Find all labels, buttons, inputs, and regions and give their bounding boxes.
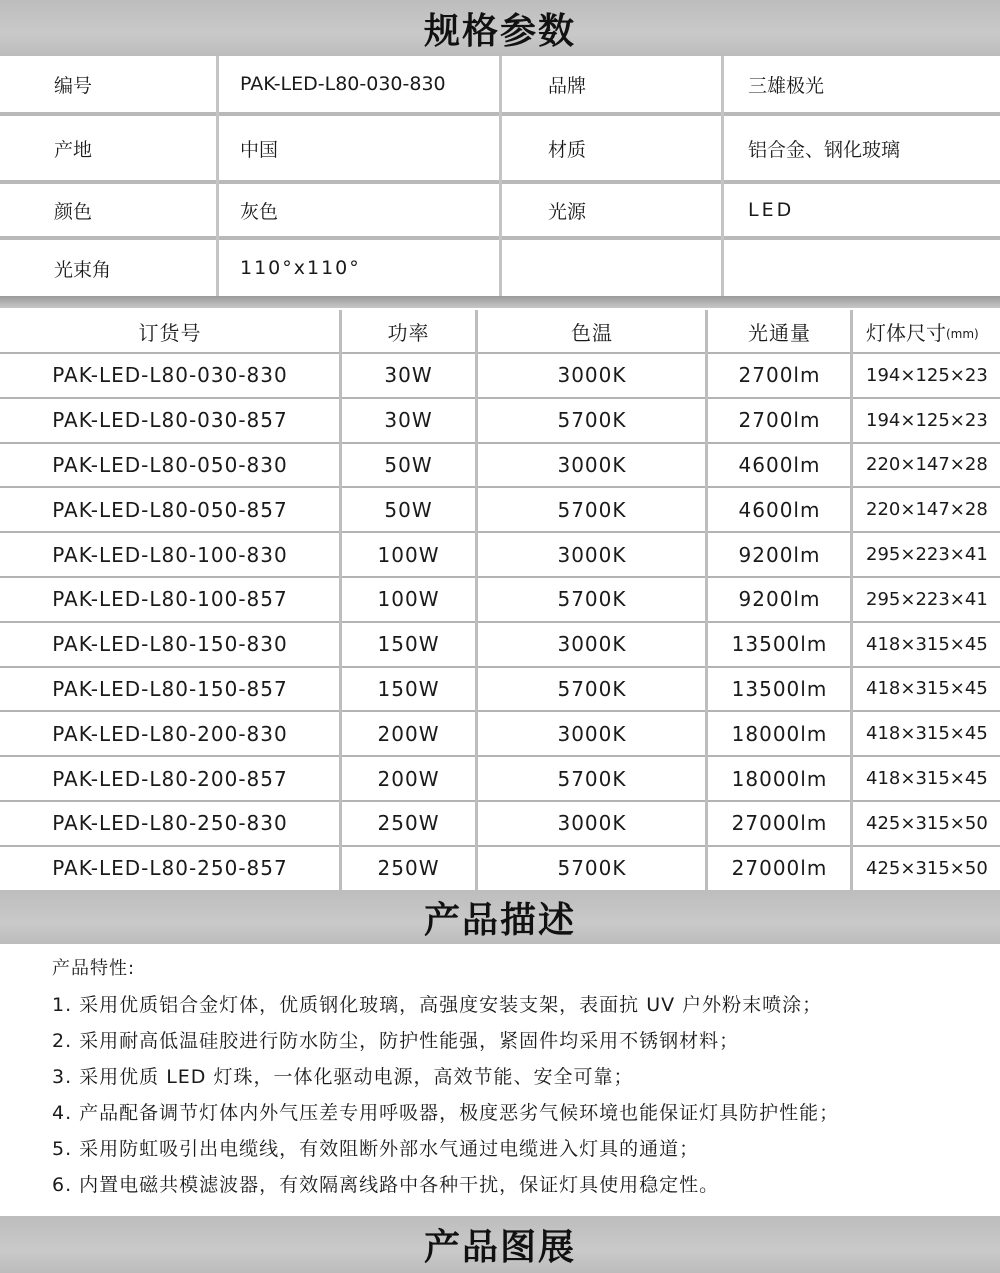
power-cell: 250W bbox=[377, 856, 440, 881]
lumen-cell: 4600lm bbox=[738, 497, 821, 522]
power-cell: 200W bbox=[377, 766, 440, 791]
column-divider bbox=[216, 56, 219, 296]
column-divider bbox=[705, 310, 708, 890]
power-cell: 30W bbox=[384, 363, 433, 388]
size-cell: 295×223×41 bbox=[866, 588, 988, 610]
order-no-cell: PAK-LED-L80-100-830 bbox=[52, 542, 288, 567]
power-cell: 50W bbox=[384, 452, 433, 477]
desc-item: 6. 内置电磁共模滤波器，有效隔离线路中各种干扰，保证灯具使用稳定性。 bbox=[52, 1174, 720, 1196]
color-temp-cell: 3000K bbox=[557, 721, 627, 746]
color-temp-cell: 5700K bbox=[557, 497, 627, 522]
size-cell: 220×147×28 bbox=[866, 499, 988, 521]
size-cell: 194×125×23 bbox=[866, 409, 988, 431]
lumen-cell: 4600lm bbox=[738, 452, 821, 477]
spec-value: 中国 bbox=[240, 138, 279, 161]
header-size-unit: (mm) bbox=[946, 327, 979, 341]
color-temp-cell: 3000K bbox=[557, 363, 627, 388]
header-lumen: 光通量 bbox=[748, 320, 811, 345]
column-divider bbox=[850, 310, 853, 890]
spec-value: 灰色 bbox=[240, 200, 279, 223]
size-cell: 418×315×45 bbox=[866, 633, 988, 655]
spec-label: 品牌 bbox=[548, 74, 587, 97]
size-cell: 418×315×45 bbox=[866, 768, 988, 790]
color-temp-cell: 5700K bbox=[557, 676, 627, 701]
order-no-cell: PAK-LED-L80-050-830 bbox=[52, 452, 288, 477]
lumen-cell: 18000lm bbox=[731, 766, 828, 791]
column-divider bbox=[339, 310, 342, 890]
spec-table bbox=[0, 56, 1000, 298]
power-cell: 50W bbox=[384, 497, 433, 522]
column-divider bbox=[721, 56, 724, 296]
spec-label: 产地 bbox=[54, 138, 93, 161]
color-temp-cell: 3000K bbox=[557, 542, 627, 567]
size-cell: 425×315×50 bbox=[866, 857, 988, 879]
order-no-cell: PAK-LED-L80-250-857 bbox=[52, 856, 288, 881]
header-size-label: 灯体尺寸 bbox=[866, 320, 946, 345]
order-no-cell: PAK-LED-L80-150-857 bbox=[52, 676, 288, 701]
spec-label: 颜色 bbox=[54, 200, 93, 223]
color-temp-cell: 3000K bbox=[557, 632, 627, 657]
power-cell: 100W bbox=[377, 587, 440, 612]
lumen-cell: 2700lm bbox=[738, 408, 821, 433]
column-divider bbox=[475, 310, 478, 890]
lumen-cell: 2700lm bbox=[738, 363, 821, 388]
desc-heading: 产品特性: bbox=[52, 958, 136, 979]
power-cell: 30W bbox=[384, 408, 433, 433]
spec-value: LED bbox=[748, 199, 795, 221]
size-cell: 418×315×45 bbox=[866, 678, 988, 700]
spec-value: 铝合金、钢化玻璃 bbox=[748, 138, 901, 161]
header-order-no: 订货号 bbox=[138, 320, 202, 345]
header-color-temp: 色温 bbox=[571, 320, 613, 345]
product-table bbox=[0, 310, 1000, 890]
lumen-cell: 18000lm bbox=[731, 721, 828, 746]
desc-section-title: 产品描述 bbox=[0, 890, 1000, 944]
order-no-cell: PAK-LED-L80-030-830 bbox=[52, 363, 288, 388]
spec-label: 光源 bbox=[548, 200, 587, 223]
spec-value: 三雄极光 bbox=[748, 74, 825, 97]
color-temp-cell: 5700K bbox=[557, 856, 627, 881]
size-cell: 425×315×50 bbox=[866, 812, 988, 834]
header-size bbox=[852, 310, 1000, 352]
power-cell: 150W bbox=[377, 676, 440, 701]
order-no-cell: PAK-LED-L80-250-830 bbox=[52, 811, 288, 836]
order-no-cell: PAK-LED-L80-050-857 bbox=[52, 497, 288, 522]
table-separator bbox=[0, 296, 1000, 308]
color-temp-cell: 5700K bbox=[557, 408, 627, 433]
order-no-cell: PAK-LED-L80-030-857 bbox=[52, 408, 288, 433]
spec-value: 110°x110° bbox=[240, 257, 361, 279]
order-no-cell: PAK-LED-L80-200-857 bbox=[52, 766, 288, 791]
column-divider bbox=[499, 56, 502, 296]
spec-label: 光束角 bbox=[54, 258, 112, 281]
size-cell: 295×223×41 bbox=[866, 544, 988, 566]
spec-section-title: 规格参数 bbox=[0, 0, 1000, 56]
header-power: 功率 bbox=[387, 320, 430, 345]
lumen-cell: 27000lm bbox=[731, 856, 828, 881]
power-cell: 250W bbox=[377, 811, 440, 836]
gallery-section-title: 产品图展 bbox=[0, 1216, 1000, 1273]
color-temp-cell: 5700K bbox=[557, 587, 627, 612]
lumen-cell: 13500lm bbox=[731, 632, 828, 657]
size-cell: 418×315×45 bbox=[866, 723, 988, 745]
desc-item: 4. 产品配备调节灯体内外气压差专用呼吸器，极度恶劣气候环境也能保证灯具防护性能； bbox=[52, 1102, 840, 1124]
desc-item: 2. 采用耐高低温硅胶进行防水防尘，防护性能强，紧固件均采用不锈钢材料； bbox=[52, 1030, 740, 1052]
lumen-cell: 13500lm bbox=[731, 676, 828, 701]
color-temp-cell: 3000K bbox=[557, 452, 627, 477]
power-cell: 200W bbox=[377, 721, 440, 746]
size-cell: 220×147×28 bbox=[866, 454, 988, 476]
spec-label: 材质 bbox=[548, 138, 587, 161]
lumen-cell: 9200lm bbox=[738, 587, 821, 612]
power-cell: 100W bbox=[377, 542, 440, 567]
color-temp-cell: 5700K bbox=[557, 766, 627, 791]
order-no-cell: PAK-LED-L80-200-830 bbox=[52, 721, 288, 746]
desc-item: 1. 采用优质铝合金灯体，优质钢化玻璃，高强度安装支架，表面抗 UV 户外粉末喷涂； bbox=[52, 994, 823, 1016]
order-no-cell: PAK-LED-L80-100-857 bbox=[52, 587, 288, 612]
lumen-cell: 9200lm bbox=[738, 542, 821, 567]
color-temp-cell: 3000K bbox=[557, 811, 627, 836]
spec-value: PAK-LED-L80-030-830 bbox=[240, 73, 446, 95]
lumen-cell: 27000lm bbox=[731, 811, 828, 836]
desc-item: 5. 采用防虹吸引出电缆线，有效阻断外部水气通过电缆进入灯具的通道； bbox=[52, 1138, 700, 1160]
size-cell: 194×125×23 bbox=[866, 364, 988, 386]
order-no-cell: PAK-LED-L80-150-830 bbox=[52, 632, 288, 657]
desc-item: 3. 采用优质 LED 灯珠，一体化驱动电源，高效节能、安全可靠； bbox=[52, 1066, 634, 1088]
power-cell: 150W bbox=[377, 632, 440, 657]
spec-label: 编号 bbox=[54, 74, 93, 97]
